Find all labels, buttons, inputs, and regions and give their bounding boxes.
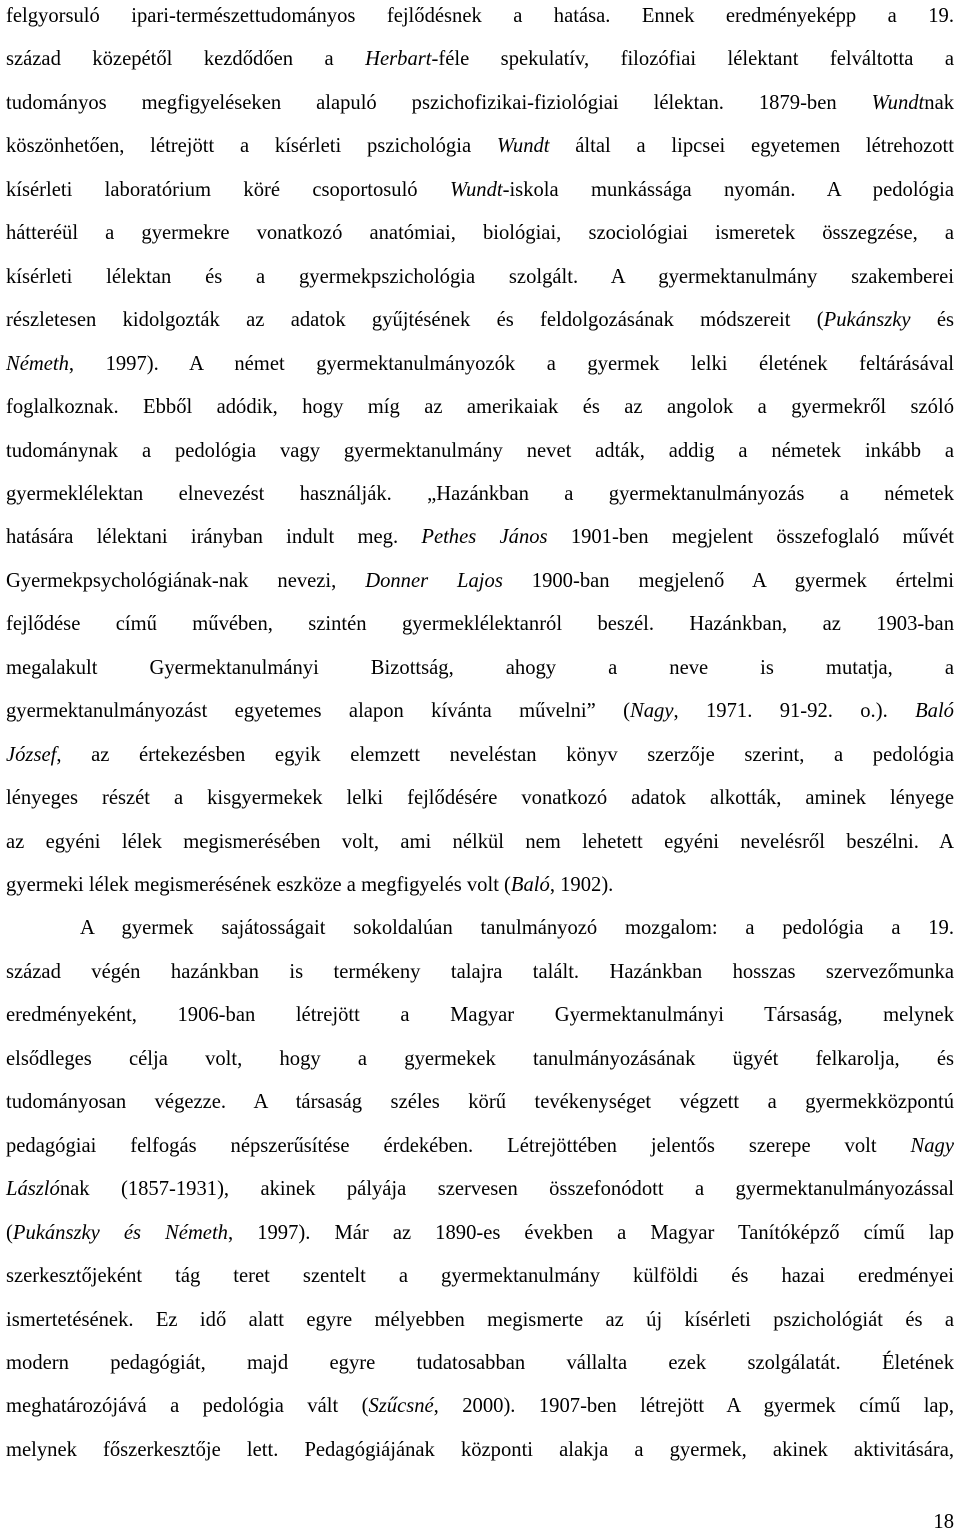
text-run: Gyermekpsychológiának-nak nevezi, <box>6 570 366 592</box>
text-run: tudománynak a pedológia vagy gyermektanulmány nevet adták, addig a németek inkább a <box>6 440 954 462</box>
text-run: 1901-ben megjelent összefoglaló művét <box>547 526 954 548</box>
italic-run: Pethes János <box>421 526 548 548</box>
text-line <box>6 1173 954 1205</box>
text-run: hatására lélektani irányban indult meg. <box>6 526 422 548</box>
text-line <box>6 348 954 380</box>
text-run: eredményeként, 1906-ban létrejött a Magyar Gyermektanulmányi Társaság, melynek <box>6 1004 954 1026</box>
text-line <box>6 43 954 75</box>
text-run: melynek főszerkesztője lett. Pedagógiájának központi alakja a gyermek, akinek aktivitására, <box>6 1439 954 1461</box>
text-line <box>6 1347 954 1379</box>
italic-run: László <box>6 1178 60 1200</box>
italic-run: Pukánszky és Németh <box>12 1222 228 1244</box>
italic-run: Donner Lajos <box>365 570 503 592</box>
text-run: szerkesztőjeként tág teret szentelt a gyermektanulmány külföldi és hazai eredményei <box>6 1265 954 1287</box>
text-run: fejlődése című művében, szintén gyermeklélektanról beszél. Hazánkban, az 1903-ban <box>6 613 954 635</box>
text-line <box>6 1130 954 1162</box>
text-line <box>6 956 954 988</box>
text-run: az egyéni lélek megismerésében volt, ami nélkül nem lehetett egyéni nevelésről beszélni. A <box>6 831 954 853</box>
text-line <box>6 174 954 206</box>
text-run: gyermeki lélek megismerésének eszköze a megfigyelés volt ( <box>6 874 511 896</box>
text-run: , 1997). A német gyermektanulmányozók a gyermek lelki életének feltárásával <box>68 353 954 375</box>
text-run: által a lipcsei egyetemen létrehozott <box>549 135 954 157</box>
text-run: nak <box>924 92 954 114</box>
text-run: lényeges részét a kisgyermekek lelki fejlődésére vonatkozó adatok alkották, aminek lényege <box>6 787 954 809</box>
text-line <box>6 869 954 901</box>
italic-run: Wundt <box>871 92 925 114</box>
text-line <box>6 1260 954 1292</box>
text-run: , az értekezésben egyik elemzett neveléstan könyv szerzője szerint, a pedológia <box>56 744 954 766</box>
text-line <box>6 565 954 597</box>
text-run: gyermektanulmányozást egyetemes alapon kívánta művelni” ( <box>6 700 631 722</box>
text-run: kísérleti lélektan és a gyermekpszichológia szolgált. A gyermektanulmány szakemberei <box>6 266 954 288</box>
text-run: ismertetésének. Ez idő alatt egyre mélyebben megismerte az új kísérleti pszichológiát és a <box>6 1309 954 1331</box>
text-line <box>6 391 954 423</box>
text-run: -féle spekulatív, filozófiai lélektant felváltotta a <box>431 48 954 70</box>
text-line <box>6 435 954 467</box>
text-line <box>6 304 954 336</box>
text-run: foglalkoznak. Ebből adódik, hogy míg az amerikaiak és az angolok a gyermekről szóló <box>6 396 954 418</box>
italic-run: Baló <box>510 874 550 896</box>
text-line <box>6 1043 954 1075</box>
text-run: nak (1857-1931), akinek pályája szervesen összefonódott a gyermektanulmányozással <box>59 1178 954 1200</box>
italic-run: Németh <box>6 353 69 375</box>
text-run: hátteréül a gyermekre vonatkozó anatómiai, biológiai, szociológiai ismeretek összegzése, a <box>6 222 954 244</box>
text-line <box>80 912 954 944</box>
text-run: A gyermek sajátosságait sokoldalúan tanulmányozó mozgalom: a pedológia a 19. <box>80 917 954 939</box>
text-run: 1900-ban megjelenő A gyermek értelmi <box>502 570 955 592</box>
text-line <box>6 608 954 640</box>
italic-run: Wundt <box>449 179 503 201</box>
text-line <box>6 1086 954 1118</box>
text-run: , 1902). <box>549 874 614 896</box>
text-run: megalakult Gyermektanulmányi Bizottság, ahogy a neve is mutatja, a <box>6 657 954 679</box>
text-line <box>6 87 954 119</box>
text-line <box>6 999 954 1031</box>
italic-run: Szűcsné <box>368 1395 434 1417</box>
text-run: , 2000). 1907-ben létrejött A gyermek című lap, <box>433 1395 954 1417</box>
text-line <box>6 739 954 771</box>
italic-run: Pukánszky <box>823 309 911 331</box>
italic-run: Herbart <box>365 48 432 70</box>
text-line <box>6 652 954 684</box>
text-line <box>6 1390 954 1422</box>
text-line <box>6 217 954 249</box>
text-run: köszönhetően, létrejött a kísérleti pszichológia <box>6 135 497 157</box>
text-line <box>6 695 954 727</box>
text-line <box>6 1434 954 1466</box>
text-run: tudományos megfigyeléseken alapuló pszichofizikai-fiziológiai lélektan. 1879-ben <box>6 92 872 114</box>
text-run: , 1971. 91-92. o.). <box>673 700 916 722</box>
italic-run: Wundt <box>496 135 550 157</box>
text-run: tudományosan végezze. A társaság széles körű tevékenységet végzett a gyermekközpontú <box>6 1091 954 1113</box>
italic-run: Baló <box>915 700 954 722</box>
italic-run: Nagy <box>910 1135 954 1157</box>
text-line <box>6 782 954 814</box>
text-line <box>6 826 954 858</box>
text-run: gyermeklélektan elnevezést használják. „Hazánkban a gyermektanulmányozás a németek <box>6 483 954 505</box>
text-run: -iskola munkássága nyomán. A pedológia <box>502 179 954 201</box>
text-line <box>6 1217 954 1249</box>
text-run: felgyorsuló ipari-természettudományos fejlődésnek a hatása. Ennek eredményeképp a 19. <box>6 5 954 27</box>
text-run: elsődleges célja volt, hogy a gyermekek tanulmányozásának ügyét felkarolja, és <box>6 1048 954 1070</box>
text-run: kísérleti laboratórium köré csoportosuló <box>6 179 450 201</box>
text-run: meghatározójává a pedológia vált ( <box>6 1395 369 1417</box>
text-line <box>6 261 954 293</box>
text-run: és <box>910 309 954 331</box>
text-line <box>6 130 954 162</box>
page-number: 18 <box>933 1511 954 1533</box>
italic-run: József <box>6 744 57 766</box>
text-line <box>6 0 954 32</box>
text-line <box>6 521 954 553</box>
text-run: modern pedagógiát, majd egyre tudatosabban vállalta ezek szolgálatát. Életének <box>6 1352 954 1374</box>
text-run: ( <box>6 1222 13 1244</box>
text-run: részletesen kidolgozták az adatok gyűjtésének és feldolgozásának módszereit ( <box>6 309 824 331</box>
text-run: , 1997). Már az 1890-es években a Magyar Tanítóképző című lap <box>227 1222 955 1244</box>
text-line <box>6 1304 954 1336</box>
text-run: század közepétől kezdődően a <box>6 48 366 70</box>
italic-run: Nagy <box>630 700 674 722</box>
text-line <box>6 478 954 510</box>
text-run: pedagógiai felfogás népszerűsítése érdekében. Létrejöttében jelentős szerepe volt <box>6 1135 911 1157</box>
text-run: század végén hazánkban is termékeny talajra talált. Hazánkban hosszas szervezőmunka <box>6 961 954 983</box>
